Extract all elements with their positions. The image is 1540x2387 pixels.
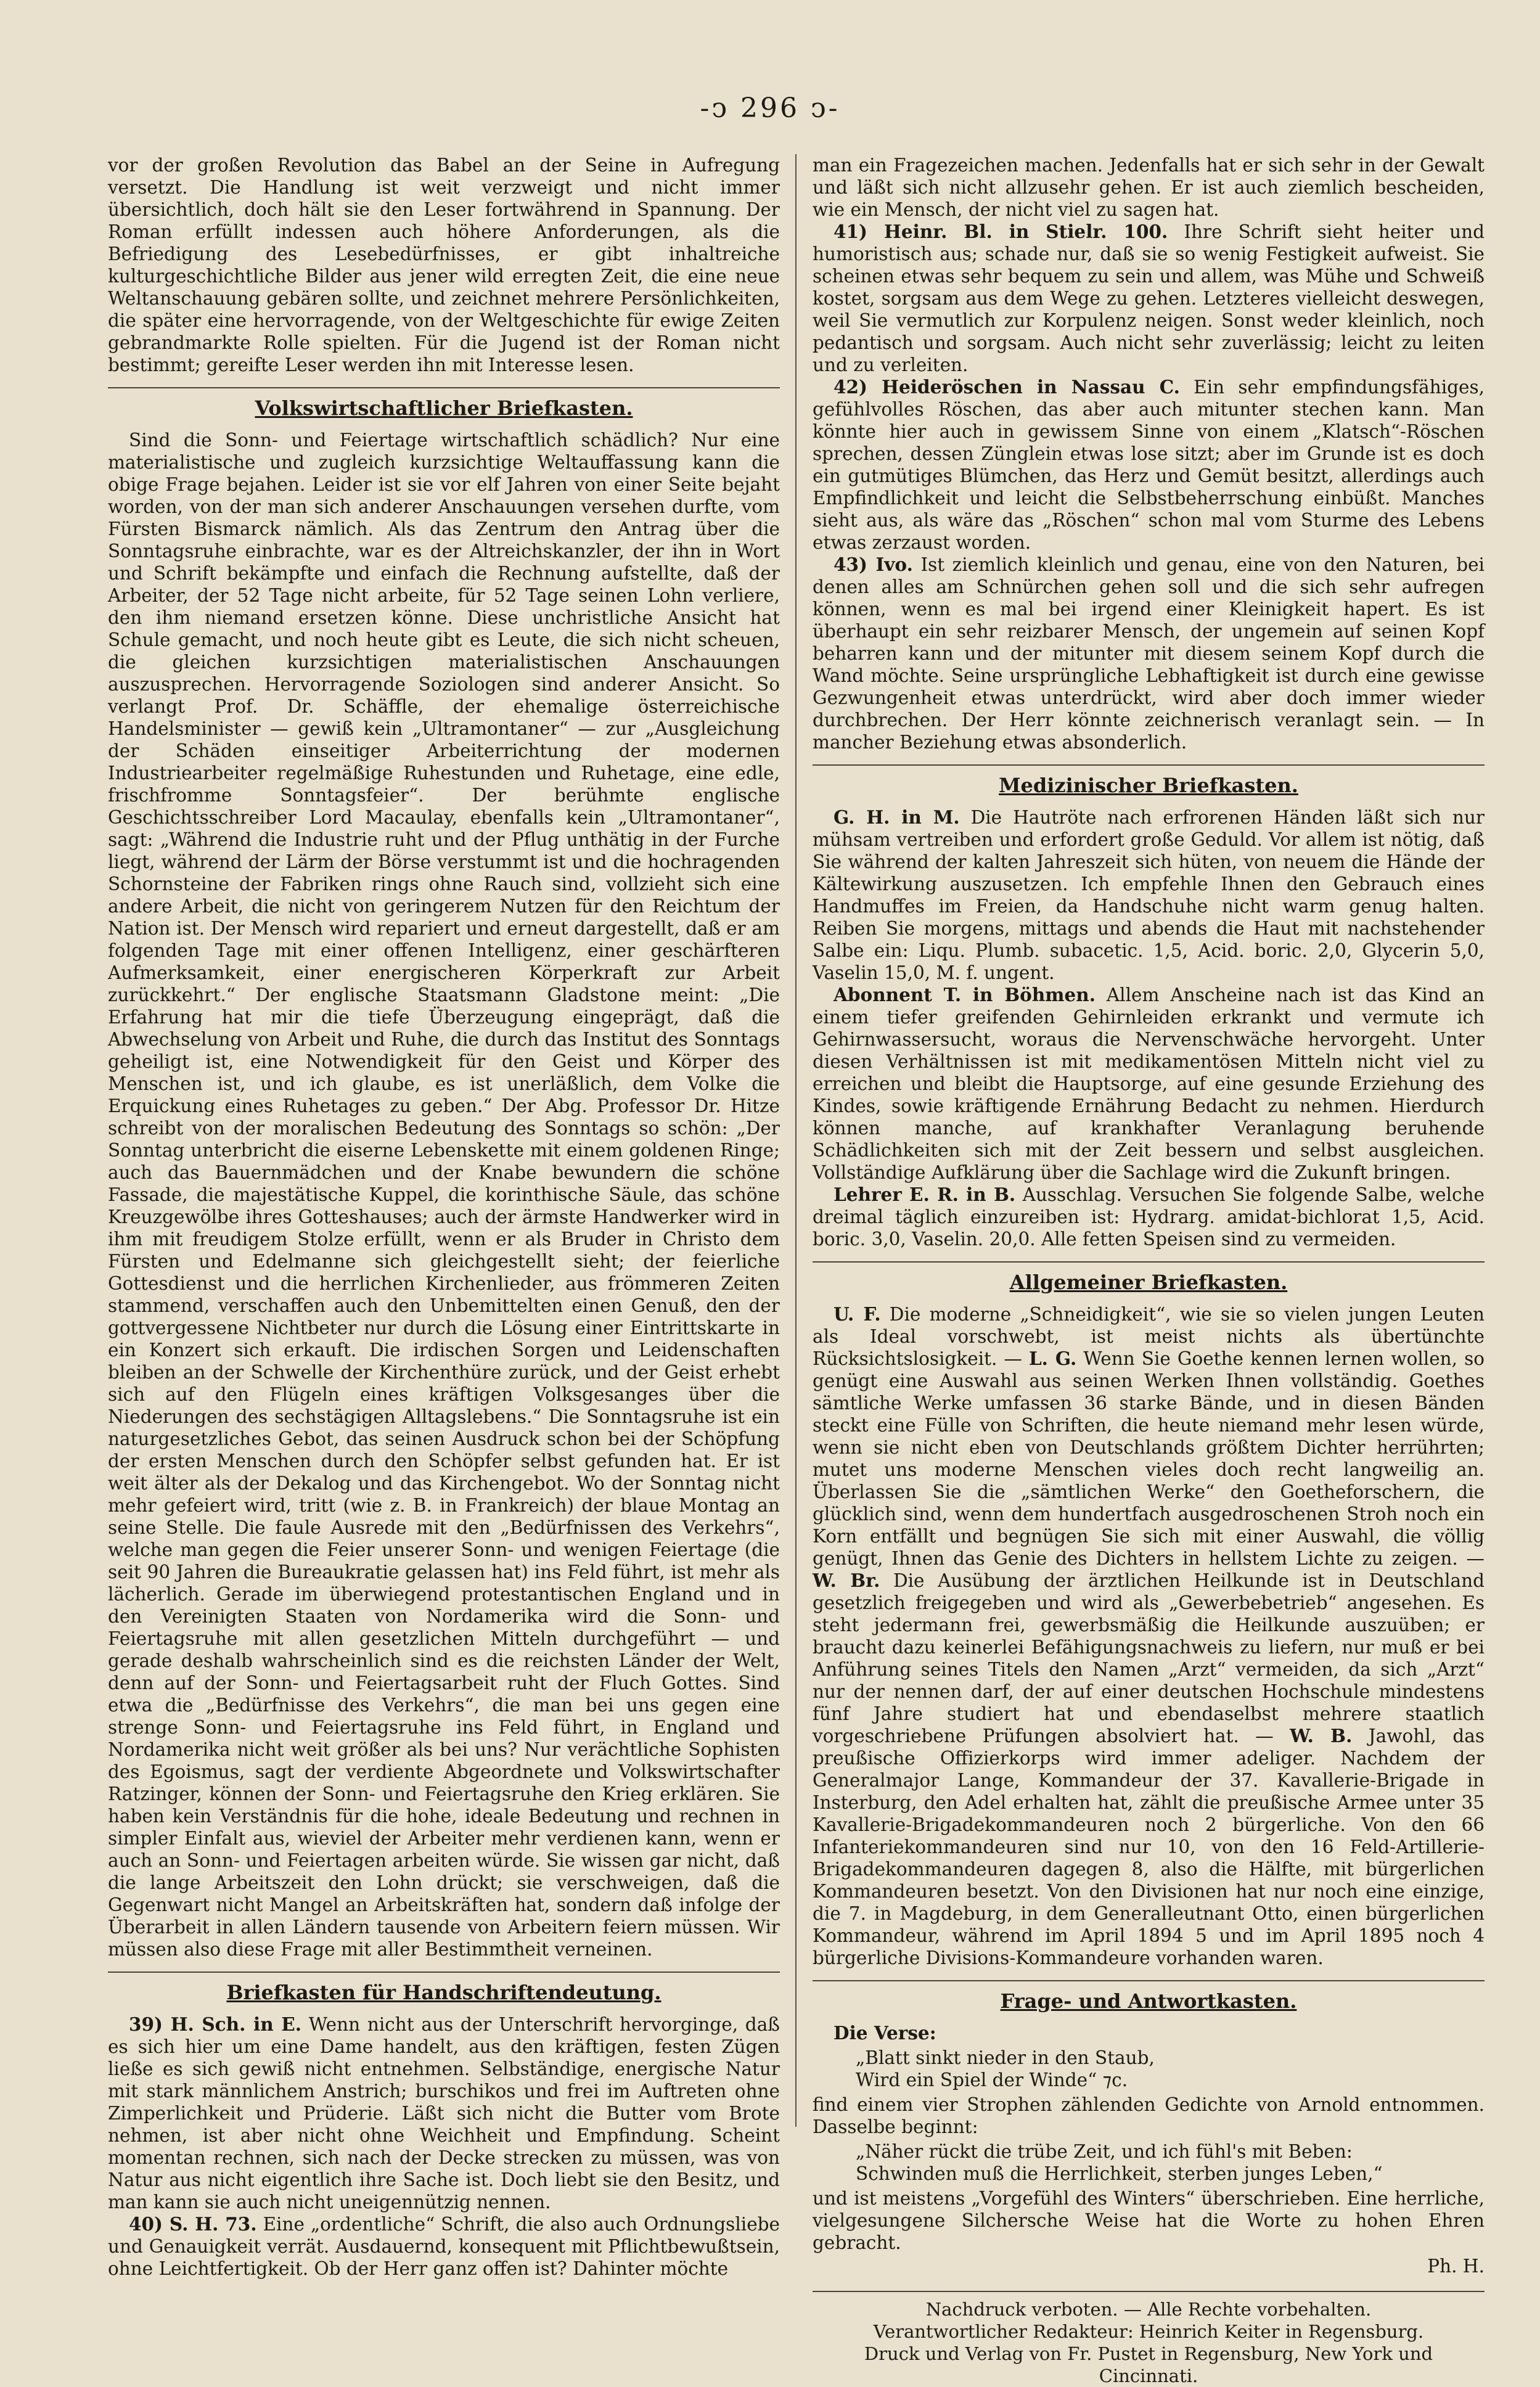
entry-lead: 41) Heinr. Bl. in Stielr. 100. [833, 221, 1168, 242]
entry-42 [813, 376, 1485, 554]
verse-line: „Blatt sinkt nieder in den Staub, [856, 2047, 1155, 2068]
entry-text: Ein sehr empfindungsfähiges, gefühlvolles Röschen, das aber auch mitunter stechen kann. Man könnte hier auch in gewissem Sinne von einem „Klatsch“-Röschen sprechen, dessen Zünglein etwas lose sitzt; aber im Grunde ist es doch ein gutmütiges Blümchen, das Herz und Gemüt besitzt, allerdings auch Empfindlichkeit und leicht die Selbstbeherrschung einbüßt. Manches sieht aus, als wäre das „Röschen“ schon mal vom Sturme des Lebens etwas zerzaust worden. [813, 377, 1485, 553]
entry-text: Eine „ordentliche“ Schrift, die also auch Ordnungsliebe und Genauigkeit verrät. Ausdauernd, konsequent mit Pflichtbewußtsein, ohne Leichtfertigkeit. Ob der Herr ganz offen ist? Dahinter möchte [108, 2214, 780, 2279]
hand-section-title: Briefkasten für Handschriftendeutung. [108, 1971, 780, 2005]
imprint-line: Nachdruck verboten. — Alle Rechte vorbehalten. [925, 2299, 1372, 2320]
med-entry-1 [813, 806, 1485, 984]
entry-text: Die moderne „Schneidigkeit“, wie sie so vielen jungen Leuten als Ideal vorschwebt, ist meist nichts als übertünchte Rücksichtslosigkeit. — [813, 1304, 1485, 1369]
med-section-title: Medizinischer Briefkasten. [813, 764, 1485, 798]
entry-text: Wenn Sie Goethe kennen lernen wollen, so genügt eine Auswahl aus seinen Werken Ihnen vollständig. Goethes sämtliche Werke umfassen 36 starke Bände, und in diesen Bänden steckt eine Fülle von Schriften, die heute niemand mehr lesen würde, wenn sie nicht eben von Deutschlands größtem Dichter herrührten; mutet uns moderne Menschen vieles doch recht langweilig an. Überlassen Sie die „sämtlichen Werke“ den Goetheforschern, die glücklich sind, wenn dem hundertfach ausgedroschenen Stroh noch ein Korn entfällt und begnügen Sie sich mit einer Auswahl, die völlig genügt, Ihnen das Genie des Dichters in hellstem Lichte zu zeigen. — [813, 1348, 1485, 1569]
entry-lead: 43) Ivo. [833, 554, 913, 575]
imprint-line: Druck und Verlag von Fr. Pustet in Regensburg, New York und Cincinnati. [864, 2343, 1433, 2386]
entry-text: Jawohl, das preußische Offizierkorps wird immer adeliger. Nachdem der Generalmajor Lange, Kommandeur der 37. Kavallerie-Brigade in Insterburg, den Adel erhalten hat, zählt die preußische Armee unter 35 Kavallerie-Brigadekommandeuren noch 2 bürgerliche. Von den 66 Infanteriekommandeuren sind nur 10, von den 16 Feld-Artillerie-Brigadekommandeuren dagegen 8, also die Hälfte, mit bürgerlichen Kommandeuren besetzt. Von den Divisionen hat nur noch eine einzige, die 7. in Magdeburg, in dem Generalleutnant Otto, einen bürgerlichen Kommandeur, während im April 1894 5 und im April 1895 noch 4 bürgerliche Divisions-Kommandeure vorhanden waren. [813, 1726, 1485, 1968]
imprint-line: Verantwortlicher Redakteur: Heinrich Keiter in Regensburg. [873, 2321, 1424, 2342]
verse-line: Wird ein Spiel der Winde“ ⁊c. [856, 2070, 1128, 2090]
entry-text: Die Ausübung der ärztlichen Heilkunde ist in Deutschland gesetzlich freigegeben und wird als „Gewerbebetrieb“ angesehen. Es steht jedermann frei, gewerbsmäßig die Heilkunde auszuüben; er braucht dazu keinerlei Befähigungsnachweis zu liefern, nur muß er bei Anführung seines Titels den Namen „Arzt“ vermeiden, da sich „Arzt“ nur der nennen darf, der auf einer deutschen Hochschule mindestens fünf Jahre studiert hat und ebendaselbst mehrere staatlich vorgeschriebene Prüfungen absolviert hat. — [813, 1570, 1485, 1746]
left-column [108, 154, 780, 2280]
frage-text-2: und ist meistens „Vorgefühl des Winters“ überschrieben. Eine herrliche, vielgesungene Silchersche Weise hat die Worte zu hohen Ehren gebracht. [813, 2188, 1485, 2253]
entry-lead: W. B. [1290, 1725, 1353, 1746]
entry-lead: W. Br. [813, 1570, 880, 1591]
verse-line: Schwinden muß die Herrlichkeit, sterben junges Leben,“ [856, 2163, 1383, 2184]
entry-text: Allem Anscheine nach ist das Kind an einem tiefer greifenden Gehirnleiden erkrankt und vermute ich Gehirnwassersucht, woraus die Nervenschwäche hervorgeht. Unter diesen Verhältnissen ist mit medikamentösen Mitteln nicht viel zu erreichen und bleibt die Hauptsorge, auf eine gesunde Erziehung des Kindes, sowie kräftigende Ernährung Bedacht zu nehmen. Hierdurch können manche, auf krankhafter Veranlagung beruhende Schädlichkeiten sich mit der Zeit bessern und selbst ausgleichen. Vollständige Aufklärung über die Sachlage wird die Zukunft bringen. [813, 985, 1485, 1183]
med-entry-3 [813, 1184, 1485, 1250]
signature: Ph. H. [1427, 2256, 1485, 2277]
entry-43 [813, 554, 1485, 753]
entry-lead: Lehrer E. R. in B. [833, 1184, 1016, 1205]
entry-text: Wenn nicht aus der Unterschrift hervorginge, daß es sich hier um eine Dame handelt, aus den kräftigen, festen Zügen ließe es sich gewiß nicht entnehmen. Selbständige, energische Natur mit stark männlichem Anstrich; burschikos und frei im Auftreten ohne Zimperlichkeit und Prüderie. Läßt sich nicht die Butter vom Brote nehmen, ist aber nicht ohne Weichheit und Empfindung. Scheint momentan rechnen, sich nach der Decke strecken zu müssen, was von Natur aus nicht eigentlich ihre Sache ist. Doch liebt sie den Besitz, und man kann sie auch nicht uneigennützig nennen. [108, 2014, 780, 2213]
imprint [813, 2291, 1485, 2387]
entry-text: Ihre Schrift sieht heiter und humoristisch aus; schade nur, daß sie so wenig Festigkeit aufweist. Sie scheinen etwas sehr bequem zu sein und allem, was Mühe und Schweiß kostet, sorgsam aus dem Wege zu gehen. Letzteres vielleicht deswegen, weil Sie vermutlich zur Korpulenz neigen. Sonst weder kleinlich, noch pedantisch und sorgsam. Auch nicht sehr zuverlässig; leicht zu leiten und zu verleiten. [813, 221, 1485, 375]
entry-text: Die Hautröte nach erfrorenen Händen läßt sich nur mühsam vertreiben und erfordert große Geduld. Vor allem ist nötig, daß Sie während der kalten Jahreszeit sich hüten, von neuem die Hände der Kältewirkung auszusetzen. Ich empfehle Ihnen den Gebrauch eines Handmuffes im Freien, da Handschuhe nicht warm genug halten. Reiben Sie morgens, mittags und abends die Haut mit nachstehender Salbe ein: Liqu. Plumb. subacetic. 1,5, Acid. boric. 2,0, Glycerin 5,0, Vaselin 15,0, M. f. ungent. [813, 807, 1485, 983]
entry-lead: 42) Heideröschen in Nassau C. [833, 376, 1180, 398]
frage-entry [813, 2022, 1485, 2044]
entry-text: Ausschlag. Versuchen Sie folgende Salbe, welche dreimal täglich einzureiben ist: Hydrarg. amidat-bichlorat 1,5, Acid. boric. 3,0, Vaselin. 20,0. Alle fetten Speisen sind zu vermeiden. [813, 1184, 1485, 1250]
page-number: -ↄ 296 ↄ- [700, 92, 840, 124]
allg-section-title: Allgemeiner Briefkasten. [813, 1261, 1485, 1295]
entry-lead: L. G. [1028, 1348, 1077, 1369]
column-divider [795, 154, 797, 2127]
entry-40 [108, 2213, 780, 2280]
frage-section-title: Frage- und Antwortkasten. [813, 1980, 1485, 2013]
volk-section-title: Volkswirtschaftlicher Briefkasten. [108, 387, 780, 420]
entry-text: Ist ziemlich kleinlich und genau, eine von den Naturen, bei denen alles am Schnürchen gehen soll und die sich sehr aufregen können, wenn es mal bei irgend einer Kleinigkeit hapert. Es ist überhaupt ein sehr reizbarer Mensch, der ungemein auf seinen Kopf beharren kann und der mitunter mit diesem seinem Kopf durch die Wand möchte. Seine ursprüngliche Lebhaftigkeit ist durch eine gewisse Gezwungenheit etwas unterdrückt, wird aber doch immer wieder durchbrechen. Der Herr könnte zeichnerisch veranlagt sein. — In mancher Beziehung etwas absonderlich. [813, 554, 1485, 753]
frage-text: find einem vier Strophen zählenden Gedichte von Arnold entnommen. Dasselbe beginnt: [813, 2094, 1485, 2137]
verse-block-1 [856, 2047, 1485, 2091]
entry-lead: G. H. in M. [833, 806, 960, 828]
intro-paragraph: vor der großen Revolution das Babel an der Seine in Aufregung versetzt. Die Handlung ist weit verzweigt und nicht immer übersichtlich, doch hält sie den Leser fortwährend in Spannung. Der Roman erfüllt indessen auch höhere Anforderungen, als die Befriedigung des Lesebedürfnisses, er gibt inhaltreiche kulturgeschichtliche Bilder aus jener wild erregten Zeit, die eine neue Weltanschauung gebären sollte, und zeichnet mehrere Persönlichkeiten, die später eine hervorragende, von der Weltgeschichte für ewige Zeiten gebrandmarkte Rolle spielten. Für die Jugend ist der Roman nicht bestimmt; gereifte Leser werden ihn mit Interesse lesen. [108, 155, 780, 375]
entry-lead: 39) H. Sch. in E. [129, 2013, 302, 2035]
continuation-paragraph: man ein Fragezeichen machen. Jedenfalls hat er sich sehr in der Gewalt und läßt sich nicht allzusehr gehen. Er ist auch ziemlich bescheiden, wie ein Mensch, der nicht viel zu sagen hat. [813, 155, 1485, 220]
med-entry-2 [813, 984, 1485, 1184]
verse-block-2 [856, 2140, 1485, 2185]
entry-39 [108, 2013, 780, 2213]
entry-41 [813, 221, 1485, 376]
verse-line: „Näher rückt die trübe Zeit, und ich fühl's mit Beben: [856, 2141, 1353, 2162]
allg-entries [813, 1303, 1485, 1969]
volk-paragraph: Sind die Sonn- und Feiertage wirtschaftlich schädlich? Nur eine materialistische und zugleich kurzsichtige Weltauffassung kann die obige Frage bejahen. Leider ist sie vor elf Jahren von einer Seite bejaht worden, von der man sich anderer Anschauungen versehen durfte, vom Fürsten Bismarck nämlich. Als das Zentrum den Antrag über die Sonntagsruhe einbrachte, war es der Altreichskanzler, der ihn in Wort und Schrift bekämpfte und einfach die Rechnung aufstellte, daß der Arbeiter, der 52 Tage nicht arbeite, für 52 Tage seinen Lohn verliere, den ihm niemand ersetzen könne. Diese unchristliche Ansicht hat Schule gemacht, und noch heute gibt es Leute, die sich nicht scheuen, die gleichen kurzsichtigen materialistischen Anschauungen auszusprechen. Hervorragende Soziologen sind anderer Ansicht. So verlangt Prof. Dr. Schäffle, der ehemalige österreichische Handelsminister — gewiß kein „Ultramontaner“ — zur „Ausgleichung der Schäden einseitiger Arbeiterrichtung der modernen Industriearbeiter regelmäßige Ruhestunden und Ruhetage, eine edle, frischfromme Sonntagsfeier“. Der berühmte englische Geschichtsschreiber Lord Macaulay, ebenfalls kein „Ultramontaner“, sagt: „Während die Industrie ruht und der Pflug unthätig in der Furche liegt, während der Lärm der Börse verstummt ist und die hochragenden Schornsteine der Fabriken rings ohne Rauch sind, vollzieht sich eine andere Arbeit, die nicht von geringerem Nutzen für den Reichtum der Nation ist. Der Mensch wird repariert und erneut dargestellt, daß er am folgenden Tage mit einer offenen Intelligenz, einer geschärfteren Aufmerksamkeit, einer energischeren Körperkraft zur Arbeit zurückkehrt.“ Der englische Staatsmann Gladstone meint: „Die Erfahrung hat mir die tiefe Überzeugung eingeprägt, daß die Abwechselung von Arbeit und Ruhe, die durch das Institut des Sonntags geheiligt ist, eine Notwendigkeit für den Geist und Körper des Menschen ist, und ich glaube, es ist unerläßlich, dem Volke die Erquickung eines Ruhetages zu geben.“ Der Abg. Professor Dr. Hitze schreibt von der moralischen Bedeutung des Sonntags so schön: „Der Sonntag unterbricht die eiserne Lebenskette mit einem goldenen Ringe; auch das Bauernmädchen und der Knabe bewundern die schöne Fassade, die majestätische Kuppel, die korinthische Säule, das schöne Kreuzgewölbe ihres Gotteshauses; auch der ärmste Handwerker wird in ihm mit freudigem Stolze erfüllt, wenn er als Bruder in Christo dem Fürsten und Edelmanne sich gleichgestellt sieht; der feierliche Gottesdienst und die herrlichen Kirchenlieder, aus frömmeren Zeiten stammend, verschaffen auch den Unbemittelten einen Genuß, den der gottvergessene Nichtbeter nur durch die Lösung einer Eintrittskarte in ein Konzert sich erkauft. Die irdischen Sorgen und Leidenschaften bleiben an der Schwelle der Kirchenthüre zurück, und der Geist erhebt sich auf den Flügeln eines kräftigen Volksgesanges über die Niederungen des sechstägigen Alltagslebens.“ Die Sonntagsruhe ist ein naturgesetzliches Gebot, das seinen Ausdruck schon bei der Schöpfung der ersten Menschen durch den Schöpfer selbst gefunden hat. Er ist weit älter als der Dekalog und das Kirchengebot. Wo der Sonntag nicht mehr gefeiert wird, tritt (wie z. B. in Frankreich) der blaue Montag an seine Stelle. Die faule Ausrede mit den „Bedürfnissen des Verkehrs“, welche man gegen die Feier unserer Sonn- und wenigen Feiertage (die seit 90 Jahren die Bureaukratie gelassen hat) ins Feld führt, ist mehr als lächerlich. Gerade im überwiegend protestantischen England und in den Vereinigten Staaten von Nordamerika wird die Sonn- und Feiertagsruhe mit allen gesetzlichen Mitteln durchgeführt — und gerade deshalb wahrscheinlich sind es die reichsten Länder der Welt, denn auf der Sonn- und Feiertagsarbeit ruht der Fluch Gottes. Sind etwa die „Bedürfnisse des Verkehrs“, die man bei uns gegen eine strenge Sonn- und Feiertagsruhe ins Feld führt, in England und Nordamerika nicht weit größer als bei uns? Nur verächtliche Sophisten des Egoismus, sagt der verdiente Abgeordnete und Volkswirtschafter Ratzinger, können der Sonn- und Feiertagsruhe den Krieg erklären. Sie haben kein Verständnis für die hohe, ideale Bedeutung und rechnen in simpler Einfalt aus, wieviel der Arbeiter mehr verdienen kann, wenn er auch an Sonn- und Feiertagen arbeiten würde. Sie wissen gar nicht, daß die lange Arbeitszeit den Lohn drückt; sie verschweigen, daß die Gegenwart nicht Mangel an Arbeitskräften hat, sondern daß infolge der Überarbeit in allen Ländern tausende von Arbeitern feiern müssen. Wir müssen also diese Frage mit aller Bestimmtheit verneinen. [108, 430, 780, 1960]
entry-lead: U. F. [833, 1303, 881, 1325]
right-column [813, 154, 1485, 2387]
entry-lead: 40) S. H. 73. [129, 2213, 257, 2235]
entry-lead: Abonnent T. in Böhmen. [833, 984, 1096, 1005]
entry-lead: Die Verse: [833, 2022, 936, 2044]
